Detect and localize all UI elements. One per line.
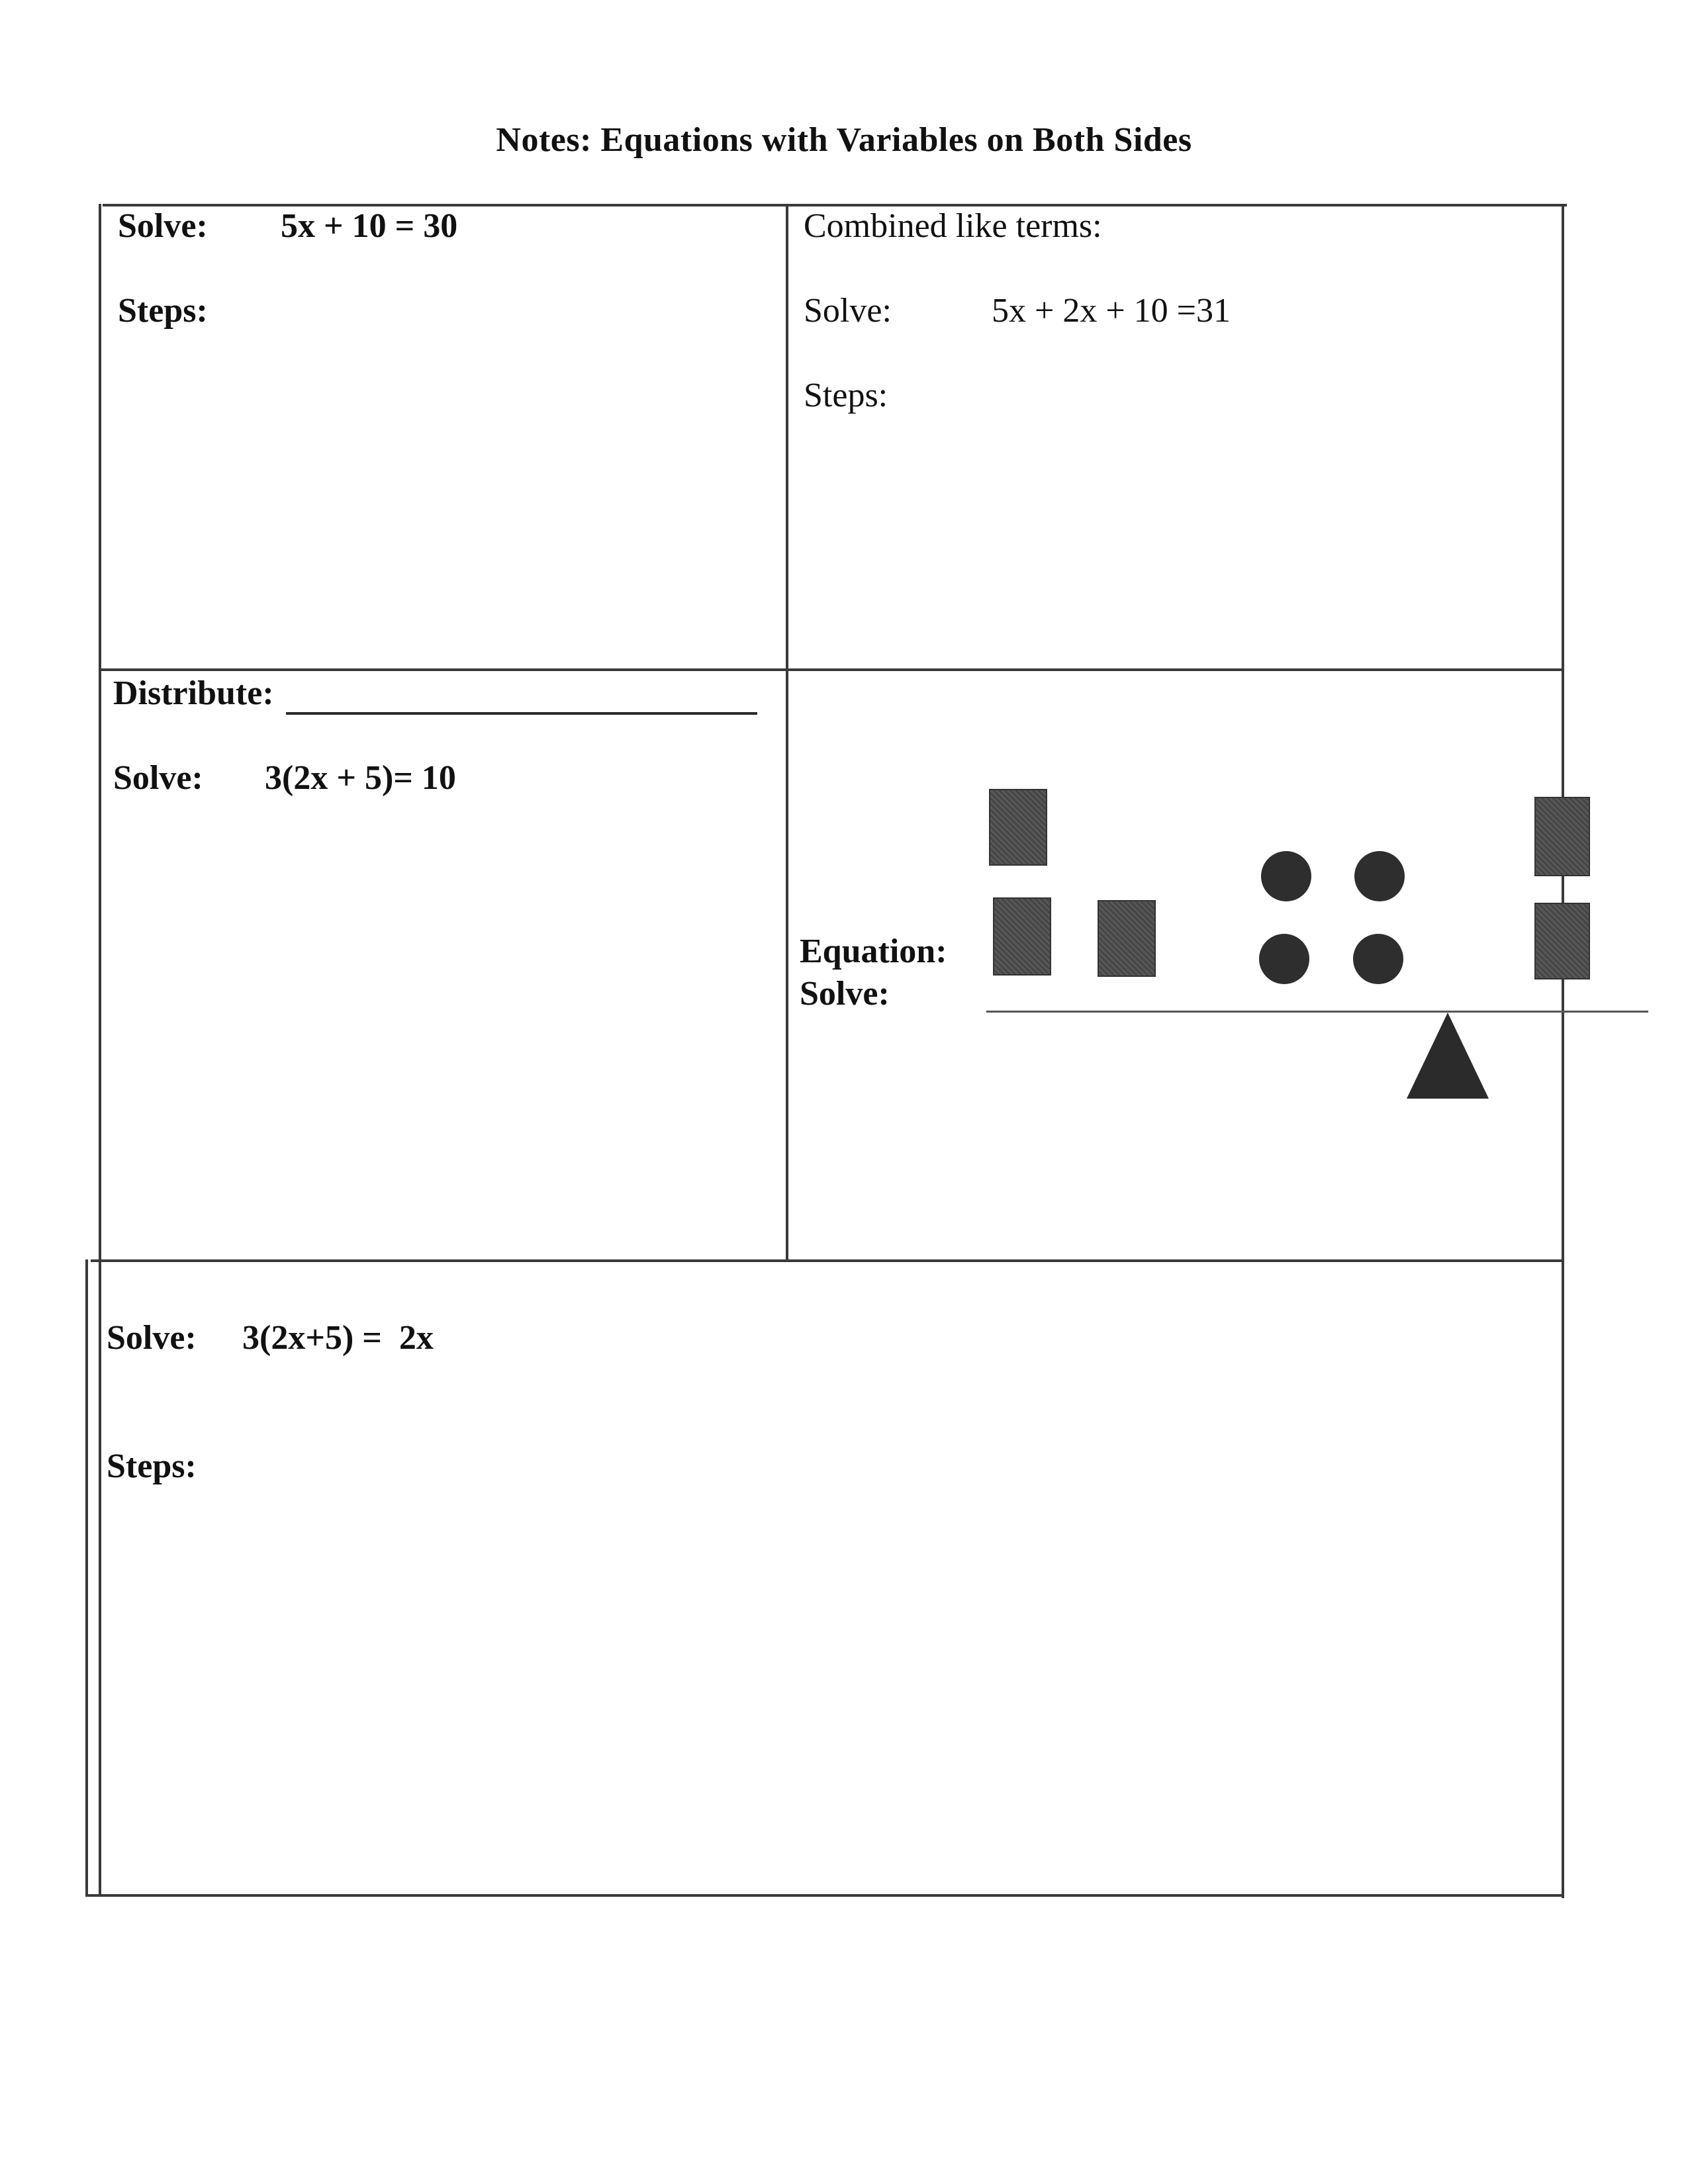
right-square-top [1534, 797, 1590, 876]
grid-bottom-border [85, 1894, 1563, 1897]
grid-right-border [1562, 204, 1564, 1898]
box4-solve-label: Solve: [800, 975, 890, 1013]
grid-bottom-left-edge [85, 1259, 88, 1895]
left-square-top [989, 789, 1047, 866]
box2-solve-label: Solve: [804, 292, 892, 330]
left-square-bottom-2 [1098, 900, 1156, 977]
circle-top-right [1354, 851, 1405, 901]
balance-beam [986, 1011, 1648, 1013]
box1-steps-label: Steps: [118, 292, 208, 330]
box4-equation-label: Equation: [800, 933, 947, 970]
grid-middle-vertical [786, 204, 788, 1261]
circle-top-left [1261, 851, 1311, 901]
box2-steps-label: Steps: [804, 377, 888, 414]
fulcrum-triangle [1407, 1013, 1489, 1099]
box5-steps-label: Steps: [107, 1447, 197, 1485]
box1-solve-label: Solve: [118, 207, 208, 245]
circle-bottom-left [1259, 934, 1309, 984]
right-square-bottom [1534, 903, 1590, 979]
distribute-answer-line [286, 712, 757, 715]
box3-solve-label: Solve: [113, 759, 203, 797]
box3-heading: Distribute: [113, 674, 274, 712]
left-square-bottom-1 [993, 897, 1051, 976]
circle-bottom-right [1353, 934, 1403, 984]
box2-equation: 5x + 2x + 10 =31 [992, 292, 1231, 330]
box1-equation: 5x + 10 = 30 [281, 207, 458, 245]
box5-solve-label: Solve: [107, 1319, 197, 1357]
box2-heading: Combined like terms: [804, 207, 1102, 245]
grid-row2-divider [91, 1259, 1563, 1262]
box3-equation: 3(2x + 5)= 10 [265, 759, 456, 797]
grid-left-border [99, 204, 101, 1897]
box5-equation: 3(2x+5) = 2x [242, 1319, 434, 1357]
page-title: Notes: Equations with Variables on Both Sides [496, 121, 1192, 159]
grid-row1-divider [100, 668, 1563, 671]
